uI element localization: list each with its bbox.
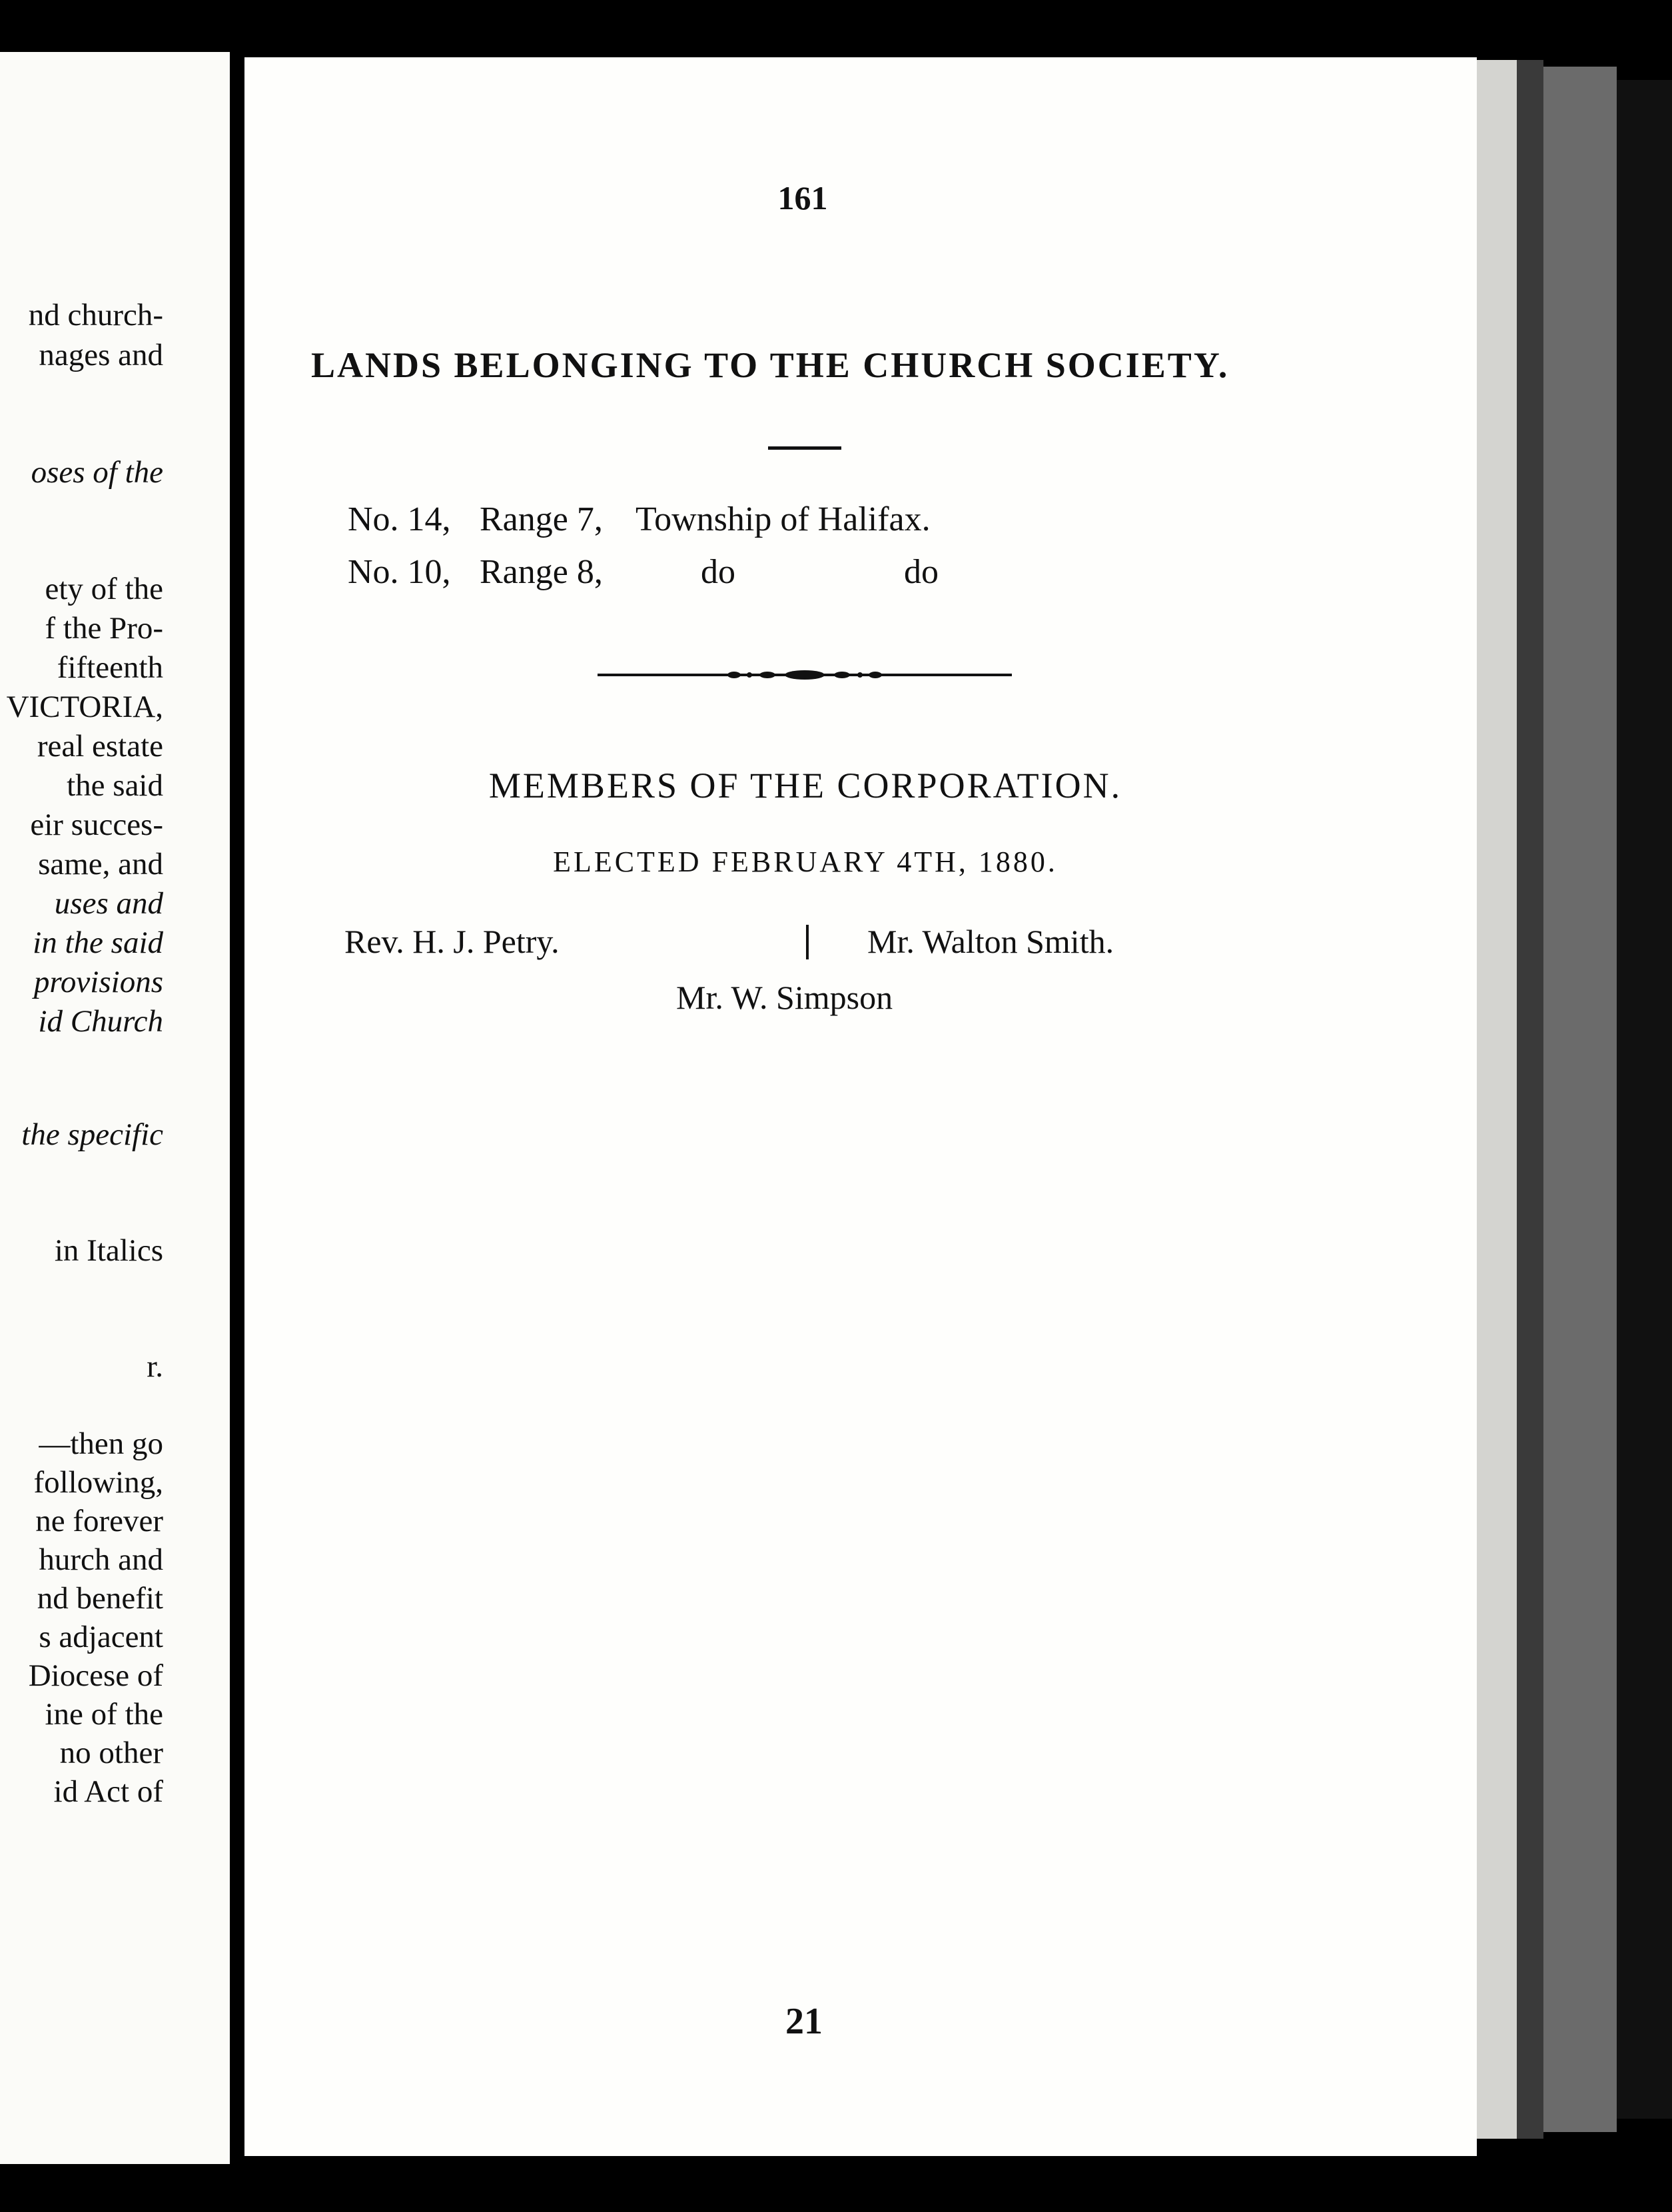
left-page-line: Diocese of <box>28 1658 163 1693</box>
member-name: Rev. H. J. Petry. <box>344 923 560 960</box>
ditto-mark: do <box>904 553 939 591</box>
left-page-line: —then go <box>39 1426 163 1461</box>
left-page-line: oses of the <box>31 455 163 490</box>
left-page-line: real estate <box>37 729 163 764</box>
left-page-line: nd church- <box>28 298 163 332</box>
left-page-line: ety of the <box>45 572 163 606</box>
left-page-line: s adjacent <box>39 1620 163 1654</box>
book-cover-edge <box>1543 67 1617 2132</box>
left-page-line: id Act of <box>53 1774 163 1809</box>
left-page-line: ne forever <box>35 1504 163 1538</box>
lands-heading: LANDS BELONGING TO THE CHURCH SOCIETY. <box>311 345 1230 385</box>
left-page-line: same, and <box>38 847 163 881</box>
page-number: 161 <box>777 179 828 217</box>
ornamental-rule <box>598 665 1012 685</box>
left-page-line: no other <box>59 1736 163 1770</box>
page-edges <box>1477 60 1517 2139</box>
members-heading: MEMBERS OF THE CORPORATION. <box>488 766 1122 806</box>
page-161 <box>244 57 1477 2156</box>
township-name: Township of Halifax. <box>635 500 931 538</box>
member-name: Mr. Walton Smith. <box>867 923 1114 960</box>
page-edges <box>1517 60 1543 2139</box>
left-page-line: in the said <box>33 925 163 960</box>
left-page-line: nd benefit <box>37 1581 163 1616</box>
left-page-line: uses and <box>54 886 163 921</box>
short-rule <box>768 446 841 450</box>
range-number: Range 8, <box>480 553 603 591</box>
left-page-line: VICTORIA, <box>6 690 163 724</box>
lot-number: No. 10, <box>348 553 451 591</box>
left-page-line: eir succes- <box>30 808 163 842</box>
lot-number: No. 14, <box>348 500 451 538</box>
left-page-line: hurch and <box>39 1542 163 1577</box>
book-spine <box>230 52 244 2164</box>
member-name: Mr. W. Simpson <box>676 979 893 1016</box>
left-page-line: r. <box>147 1349 163 1384</box>
left-page-line: the specific <box>21 1117 163 1152</box>
signature-mark: 21 <box>785 2001 823 2042</box>
left-page-line: id Church <box>38 1004 163 1039</box>
previous-page <box>0 52 230 2164</box>
left-page-line: the said <box>67 768 163 803</box>
background-margin <box>1617 80 1672 2119</box>
election-date: ELECTED FEBRUARY 4TH, 1880. <box>553 845 1058 878</box>
column-divider <box>806 925 809 959</box>
left-page-line: fifteenth <box>57 650 163 685</box>
left-page-line: nages and <box>39 338 163 372</box>
left-page-line: provisions <box>33 965 163 999</box>
ditto-mark: do <box>701 553 735 591</box>
left-page-line: following, <box>33 1465 163 1500</box>
left-page-line: ine of the <box>45 1697 163 1732</box>
left-page-line: in Italics <box>54 1233 163 1268</box>
range-number: Range 7, <box>480 500 603 538</box>
left-page-line: f the Pro- <box>45 611 163 646</box>
